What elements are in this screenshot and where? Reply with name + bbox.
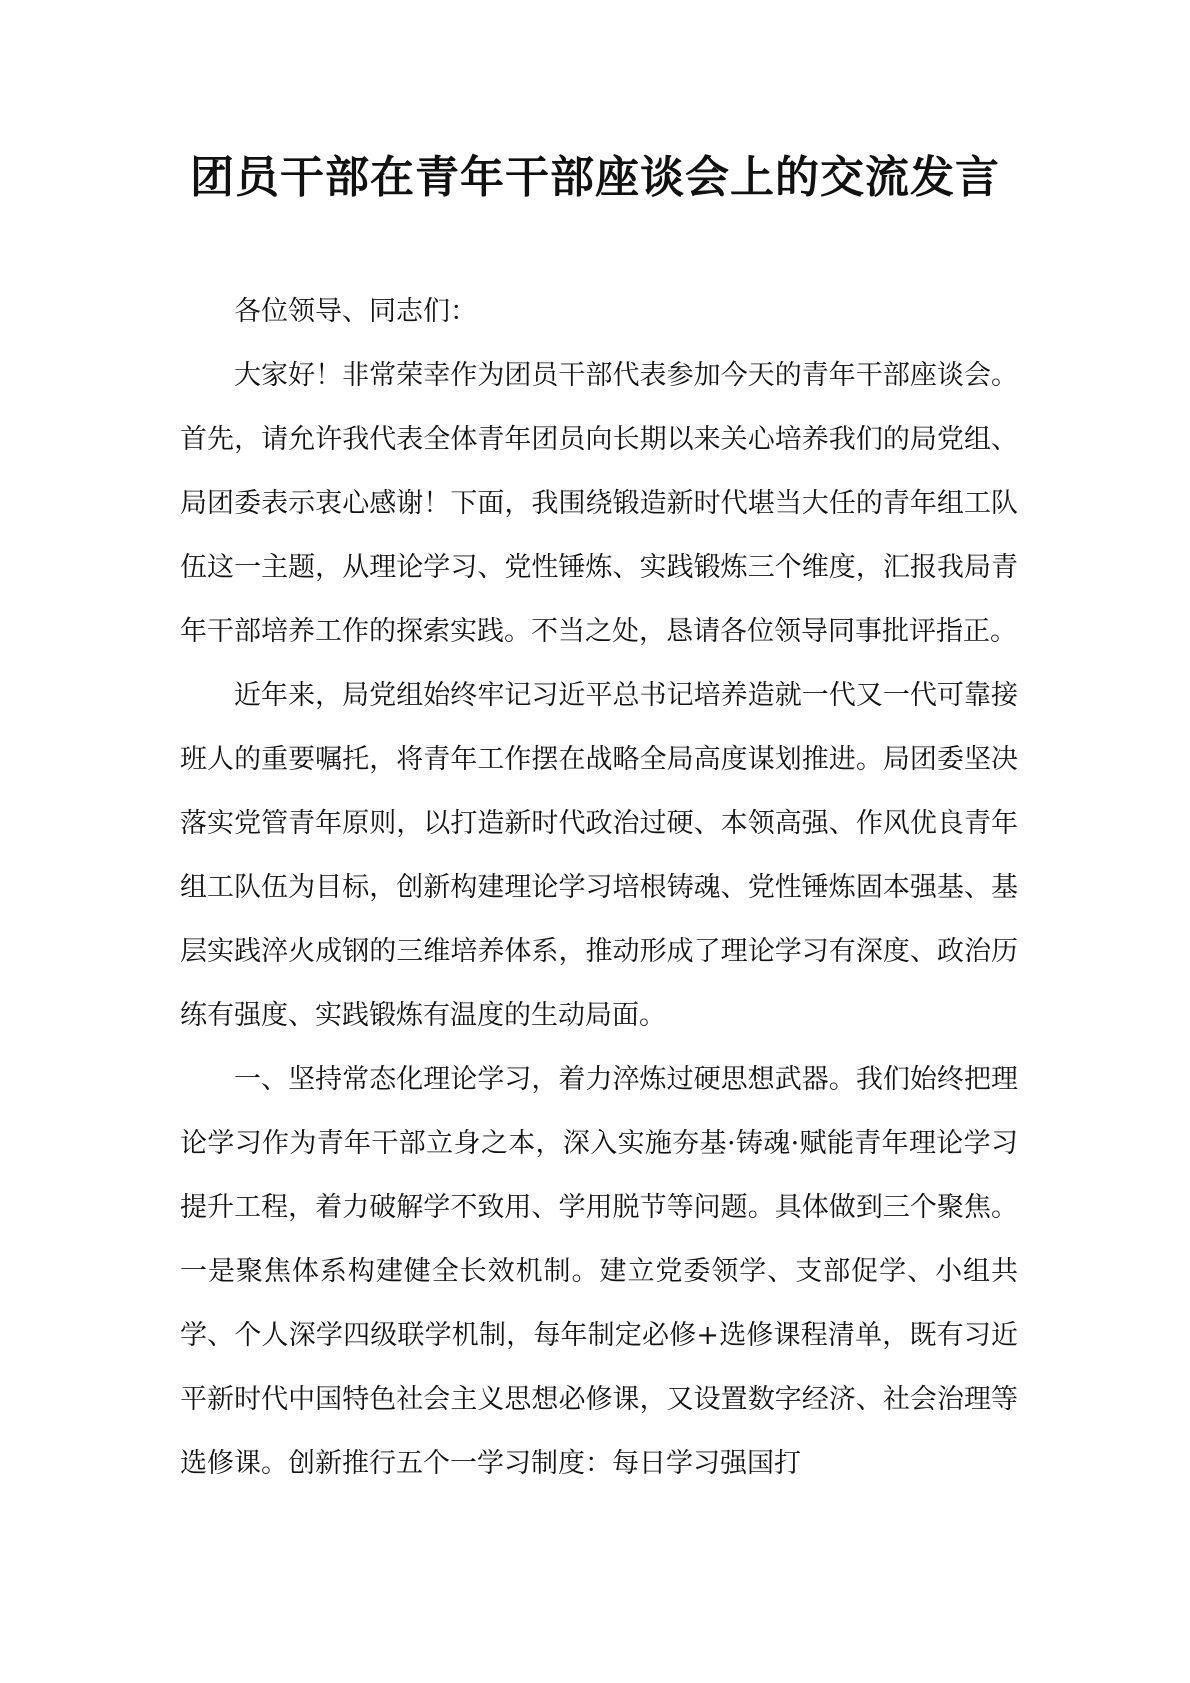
salutation: 各位领导、同志们： — [234, 296, 477, 327]
document-body — [180, 280, 1018, 1496]
paragraph-greeting: 大家好！非常荣幸作为团员干部代表参加今天的青年干部座谈会。首先，请允许我代表全体青年团员向长期以来关心培养我们的局党组、局团委表示衷心感谢！下面，我围绕锻造新时代堪当大任的青年组工队伍这一主题，从理论学习、党性锤炼、实践锻炼三个维度，汇报我局青年干部培养工作的探索实践。不当之处，恳请各位领导同事批评指正。 — [180, 360, 1018, 647]
paragraph-section-one: 一、坚持常态化理论学习，着力淬炼过硬思想武器。我们始终把理论学习作为青年干部立身之本，深入实施夯基·铸魂·赋能青年理论学习提升工程，着力破解学不致用、学用脱节等问题。具体做到三个聚焦。一是聚焦体系构建健全长效机制。建立党委领学、支部促学、小组共学、个人深学四级联学机制，每年制定必修+选修课程清单，既有习近平新时代中国特色社会主义思想必修课，又设置数字经济、社会治理等选修课。创新推行五个一学习制度：每日学习强国打 — [180, 1064, 1018, 1479]
document-title: 团员干部在青年干部座谈会上的交流发言 — [190, 152, 1000, 203]
paragraph-background: 近年来，局党组始终牢记习近平总书记培养造就一代又一代可靠接班人的重要嘱托，将青年工作摆在战略全局高度谋划推进。局团委坚决落实党管青年原则，以打造新时代政治过硬、本领高强、作风优良青年组工队伍为目标，创新构建理论学习培根铸魂、党性锤炼固本强基、基层实践淬火成钢的三维培养体系，推动形成了理论学习有深度、政治历练有强度、实践锻炼有温度的生动局面。 — [180, 680, 1018, 1031]
